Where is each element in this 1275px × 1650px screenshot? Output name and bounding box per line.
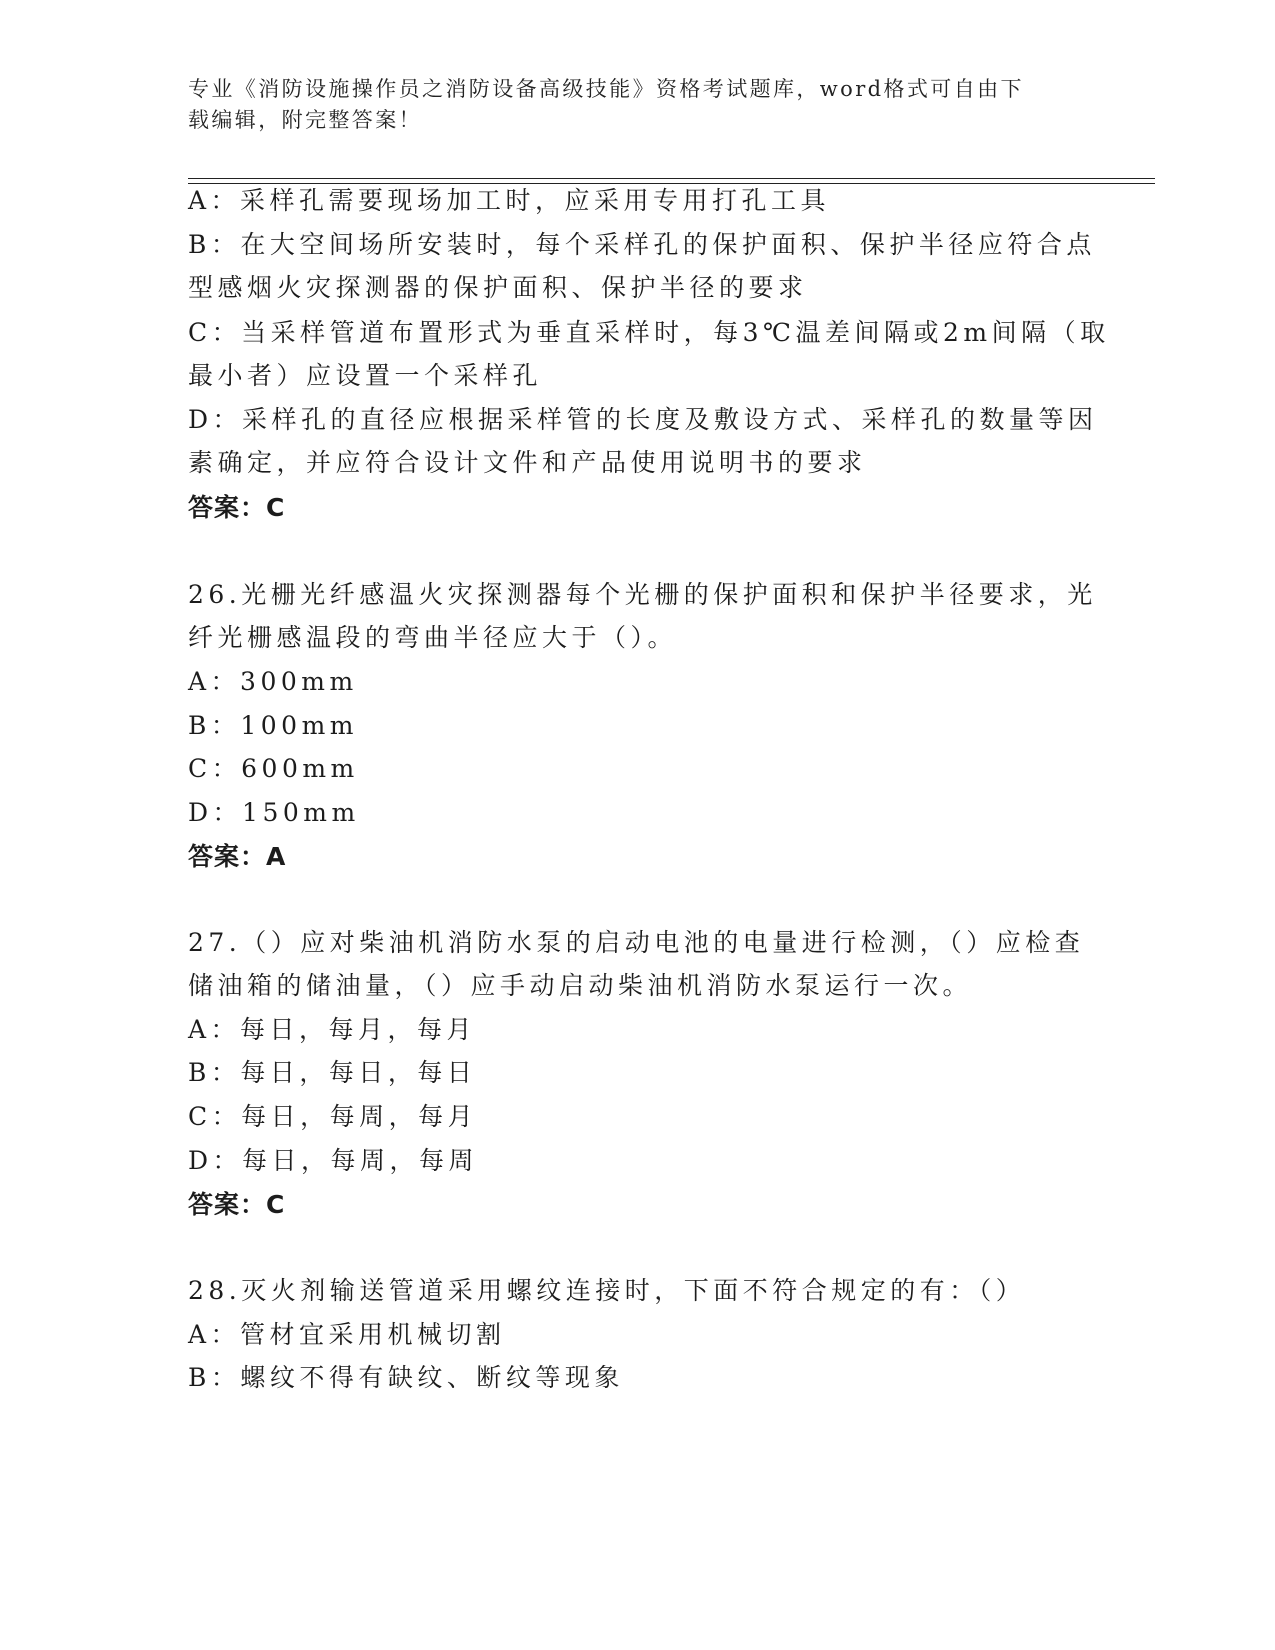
q25-option-c-line-1: C：当采样管道布置形式为垂直采样时，每3℃温差间隔或2m间隔（取 — [188, 318, 1110, 347]
header-rule-top — [188, 178, 1155, 179]
q26-option-b: B：100mm — [188, 711, 359, 740]
q26-option-c: C：600mm — [188, 754, 359, 783]
q27-stem-line-2: 储油箱的储油量，（）应手动启动柴油机消防水泵运行一次。 — [188, 971, 973, 1000]
q27-option-a: A：每日，每月，每月 — [188, 1015, 477, 1044]
q27-option-d: D：每日，每周，每周 — [188, 1146, 479, 1175]
q27-stem-line-1: 27.（）应对柴油机消防水泵的启动电池的电量进行检测，（）应检查 — [188, 928, 1085, 957]
q28-stem: 28.灭火剂输送管道采用螺纹连接时，下面不符合规定的有：（） — [188, 1276, 1026, 1305]
q25-option-b-line-1: B：在大空间场所安装时，每个采样孔的保护面积、保护半径应符合点 — [188, 230, 1096, 259]
q26-stem-line-2: 纤光栅感温段的弯曲半径应大于（）。 — [188, 623, 678, 652]
q28-option-a: A：管材宜采用机械切割 — [188, 1320, 506, 1349]
header-line-1: 专业《消防设施操作员之消防设备高级技能》资格考试题库，word格式可自由下 — [188, 77, 1024, 101]
q27-answer: 答案：C — [188, 1190, 286, 1219]
header-rule-bottom — [188, 183, 1155, 184]
q26-option-a: A：300mm — [188, 667, 358, 696]
q26-option-d: D：150mm — [188, 798, 360, 827]
q25-option-d-line-1: D：采样孔的直径应根据采样管的长度及敷设方式、采样孔的数量等因 — [188, 405, 1098, 434]
document-header — [188, 74, 1088, 136]
q27-option-c: C：每日，每周，每月 — [188, 1102, 478, 1131]
q26-answer: 答案：A — [188, 842, 287, 871]
q25-option-b-line-2: 型感烟火灾探测器的保护面积、保护半径的要求 — [188, 273, 808, 302]
q27-option-b: B：每日，每日，每日 — [188, 1058, 477, 1087]
q25-option-d-line-2: 素确定，并应符合设计文件和产品使用说明书的要求 — [188, 448, 867, 477]
q25-option-c-line-2: 最小者）应设置一个采样孔 — [188, 361, 543, 390]
header-line-2: 载编辑，附完整答案！ — [188, 108, 422, 132]
q25-answer: 答案：C — [188, 493, 286, 522]
q26-stem-line-1: 26.光栅光纤感温火灾探测器每个光栅的保护面积和保护半径要求，光 — [188, 580, 1097, 609]
q25-option-a: A：采样孔需要现场加工时，应采用专用打孔工具 — [188, 186, 831, 215]
q28-option-b: B：螺纹不得有缺纹、断纹等现象 — [188, 1363, 624, 1392]
